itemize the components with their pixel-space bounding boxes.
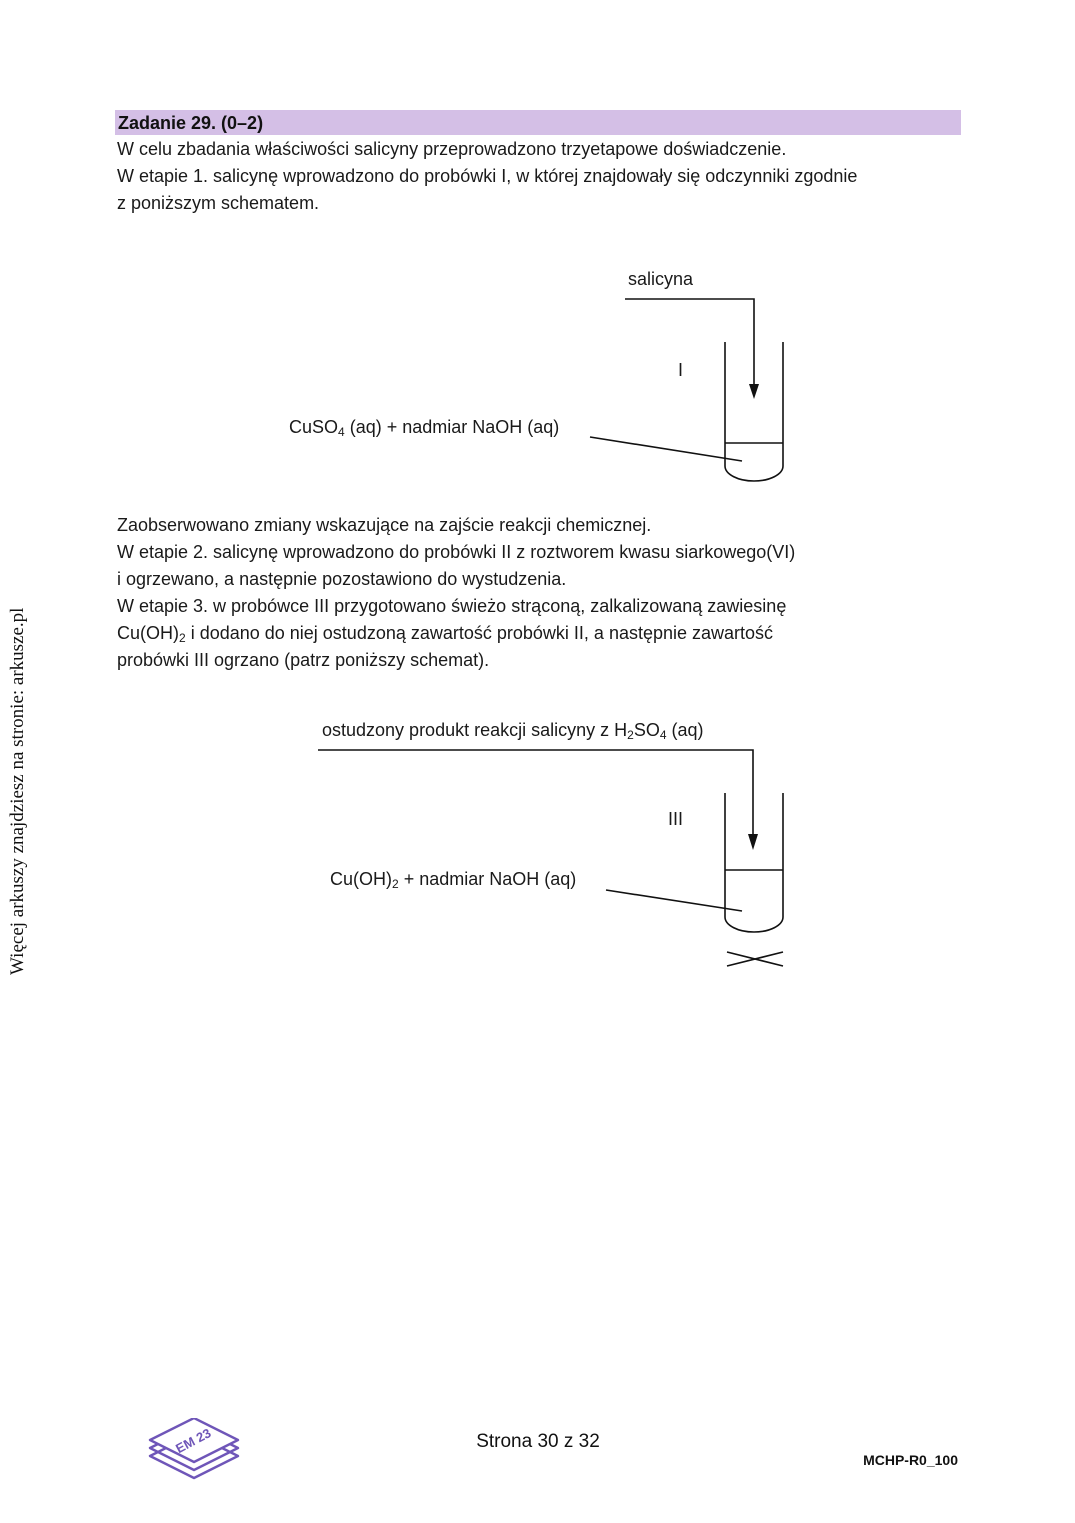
scheme1-contents-label: CuSO$_4$ (aq) + nadmiar NaOH (aq): [289, 417, 560, 439]
svg-text:EM 23: EM 23: [173, 1425, 214, 1457]
middle-line: i ogrzewano, a następnie pozostawiono do wystudzenia.: [117, 569, 567, 589]
scheme2-tube-label: III: [668, 809, 684, 829]
scheme1-arrow-line: [625, 299, 754, 392]
test-tube-iii: [725, 793, 783, 932]
scheme2-arrow-line: [318, 750, 753, 842]
scheme1-pointer-line: [590, 437, 742, 461]
middle-line-cuoh2: $Cu(OH)_2$ i dodano do niej ostudzoną zawartość probówki II, a następnie zawartość: [117, 623, 774, 645]
scheme1-diagram: [590, 299, 783, 481]
task-title: Zadanie 29. (0–2): [118, 113, 264, 133]
middle-line: probówki III ogrzano (patrz poniższy schemat).: [117, 650, 490, 670]
scheme2-pointer-line: [606, 890, 742, 911]
middle-paragraph: [117, 512, 967, 674]
middle-line: W etapie 3. w probówce III przygotowano świeżo strąconą, zalkalizowaną zawiesinę: [117, 596, 787, 616]
flame-icon: [727, 952, 783, 966]
intro-line: z poniższym schematem.: [117, 193, 320, 213]
middle-line: W etapie 2. salicynę wprowadzono do probówki II z roztworem kwasu siarkowego(VI): [117, 542, 796, 562]
cke-logo: [146, 1418, 242, 1484]
scheme2-diagram: [318, 750, 783, 966]
scheme1-reagent-label: salicyna: [628, 269, 694, 289]
scheme2-reagent-label: ostudzony produkt reakcji salicyny z $H_2SO_4$ (aq): [322, 720, 704, 742]
page-number: Strona 30 z 32: [476, 1431, 600, 1452]
intro-line: W celu zbadania właściwości salicyny przeprowadzono trzyetapowe doświadczenie.: [117, 139, 787, 159]
side-watermark-text: Więcej arkuszy znajdziesz na stronie: arkusze.pl: [7, 607, 28, 975]
middle-line: Zaobserwowano zmiany wskazujące na zajście reakcji chemicznej.: [117, 515, 652, 535]
scheme1-arrowhead: [749, 384, 759, 399]
scheme1-tube-label: I: [678, 360, 684, 380]
scheme2-arrowhead: [748, 834, 758, 850]
exam-code: MCHP-R0_100: [863, 1452, 958, 1468]
scheme2-contents-label: $Cu(OH)_2$ + nadmiar NaOH (aq): [330, 869, 577, 891]
intro-line: W etapie 1. salicynę wprowadzono do probówki I, w której znajdowały się odczynniki zgodnie: [117, 166, 858, 186]
